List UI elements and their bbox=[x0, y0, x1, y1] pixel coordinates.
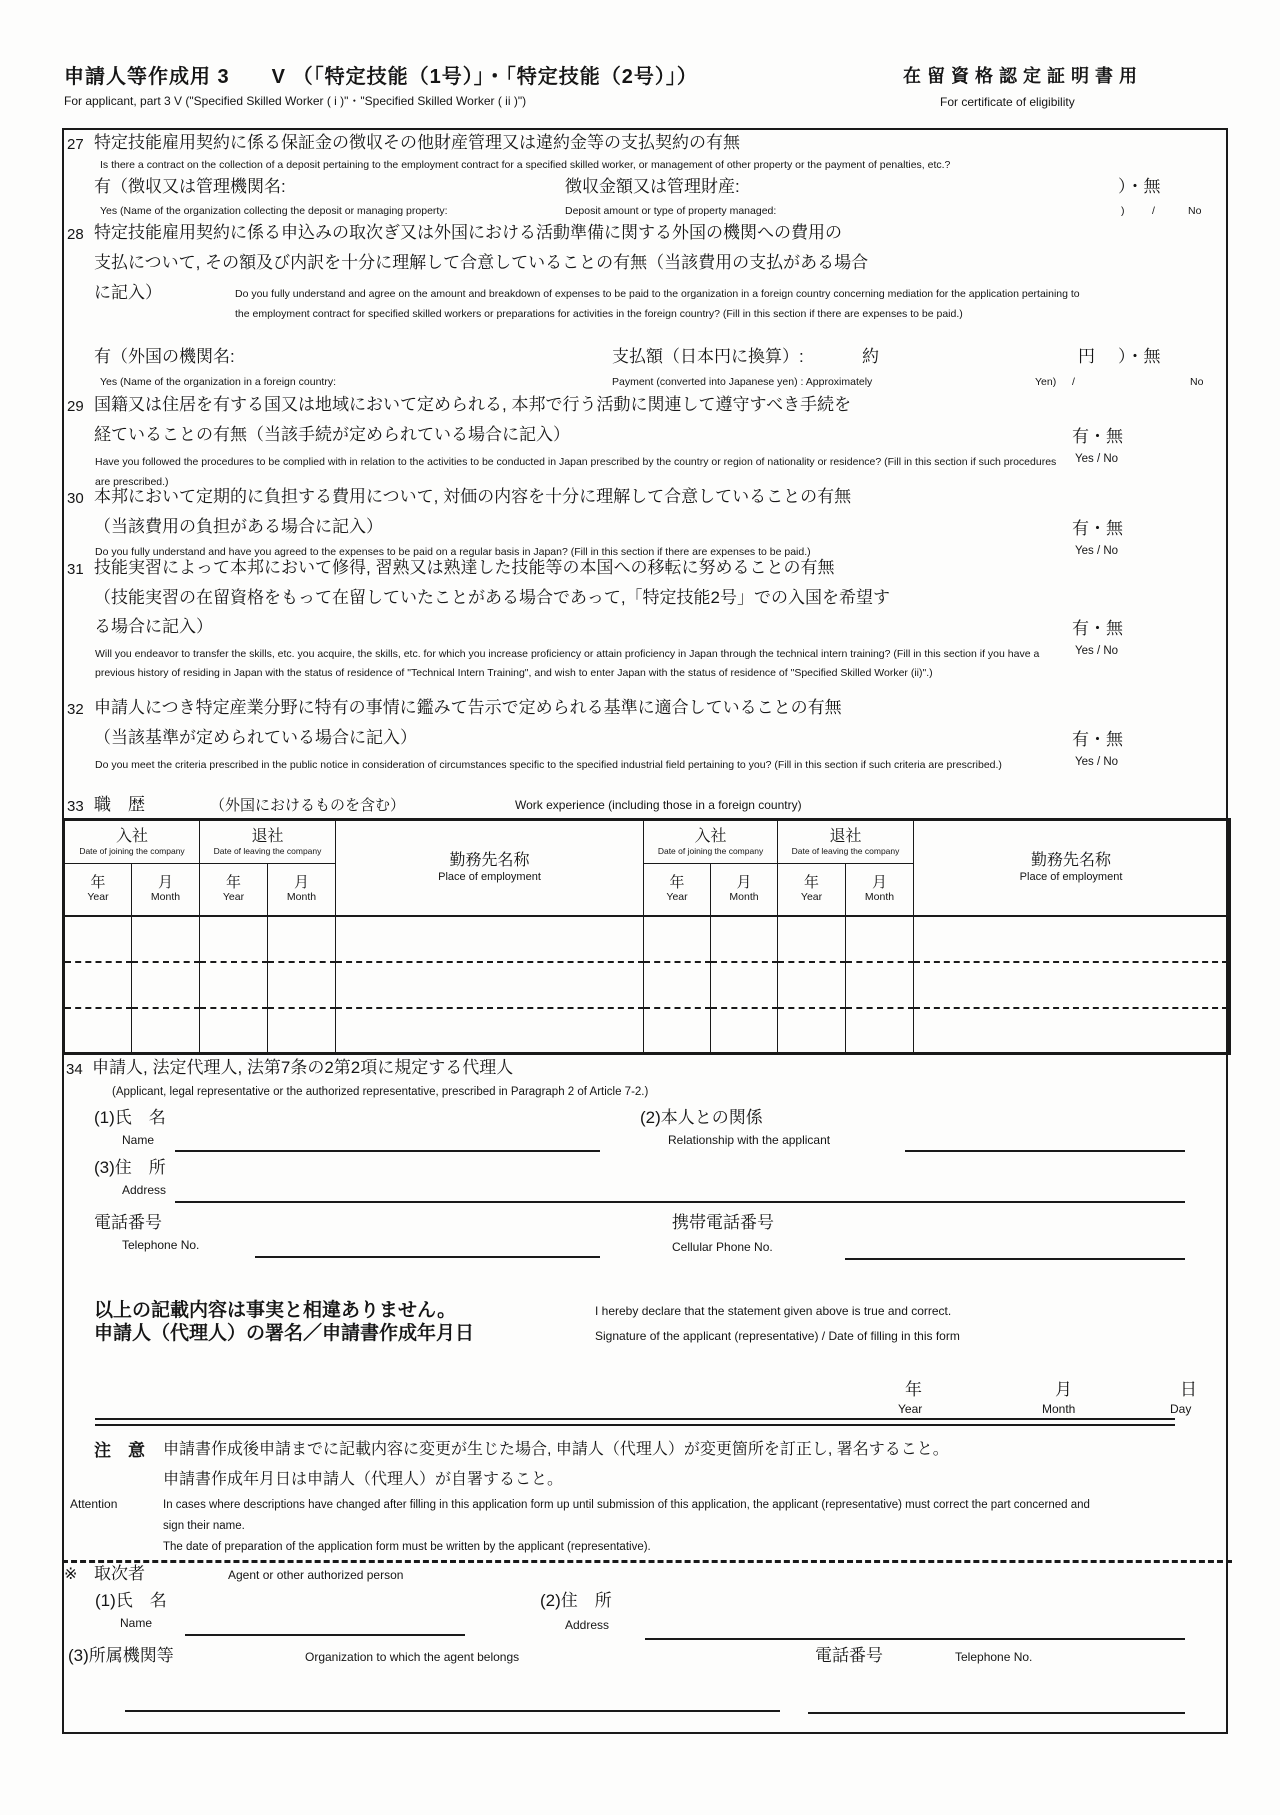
year-label-en: Year bbox=[87, 891, 109, 904]
year-header bbox=[644, 864, 711, 916]
q28-yes-label-jp: 有（外国の機関名: bbox=[94, 347, 235, 366]
agent-telephone-label-en: Telephone No. bbox=[955, 1650, 1033, 1664]
declaration-en-line1: I hereby declare that the statement given above is true and correct. bbox=[595, 1304, 952, 1318]
work-cell bbox=[132, 962, 200, 1008]
leave-header-left bbox=[200, 820, 336, 864]
q34-telephone-label-en: Telephone No. bbox=[122, 1238, 200, 1252]
q32-yesno-jp: 有・無 bbox=[1072, 730, 1123, 749]
work-cell bbox=[711, 962, 778, 1008]
signature-date-line bbox=[95, 1418, 1175, 1426]
q34-address-fill-line bbox=[175, 1201, 1185, 1203]
work-cell bbox=[200, 1008, 268, 1054]
q30-yesno-jp: 有・無 bbox=[1072, 519, 1123, 538]
form-purpose-en: For certificate of eligibility bbox=[940, 95, 1075, 109]
work-cell bbox=[778, 916, 846, 962]
signature-month-label-jp: 月 bbox=[1055, 1380, 1072, 1399]
q34-relationship-label-en: Relationship with the applicant bbox=[668, 1133, 831, 1147]
agent-address-fill-line bbox=[645, 1638, 1185, 1640]
q33-title-en: Work experience (including those in a foreign country) bbox=[515, 798, 802, 812]
q32-yesno-en: Yes / No bbox=[1075, 756, 1119, 768]
work-cell bbox=[268, 916, 336, 962]
q27-question-jp: 特定技能雇用契約に係る保証金の徴収その他財産管理又は違約金等の支払契約の有無 bbox=[94, 133, 740, 152]
join-header-right bbox=[644, 820, 778, 864]
q28-no-label-jp: ）・無 bbox=[1118, 347, 1161, 366]
q28-no-label-en: No bbox=[1190, 376, 1204, 388]
month-header bbox=[132, 864, 200, 916]
place-label-en: Place of employment bbox=[438, 871, 541, 884]
place-label-jp: 勤務先名称 bbox=[449, 852, 530, 869]
year-label-jp: 年 bbox=[225, 873, 241, 891]
leave-label-jp: 退社 bbox=[829, 828, 862, 846]
year-header bbox=[64, 864, 132, 916]
work-cell bbox=[64, 916, 132, 962]
month-label-jp: 月 bbox=[294, 873, 310, 891]
work-cell bbox=[846, 916, 914, 962]
work-cell bbox=[336, 1008, 644, 1054]
q34-title-en: (Applicant, legal representative or the authorized representative, prescribed in Paragraph 2 of Article 7-2.) bbox=[112, 1086, 649, 1098]
q27-no-label-en: No bbox=[1188, 205, 1202, 217]
q34-address-label-jp: (3)住 所 bbox=[94, 1158, 166, 1177]
join-label-en: Date of joining the company bbox=[657, 845, 764, 856]
work-cell bbox=[200, 916, 268, 962]
agent-telephone-fill-line bbox=[808, 1712, 1185, 1714]
join-label-jp: 入社 bbox=[115, 828, 148, 846]
q27-deposit-label-jp: 徴収金額又は管理財産: bbox=[565, 177, 740, 196]
work-cell bbox=[200, 962, 268, 1008]
month-label-jp: 月 bbox=[736, 873, 752, 891]
join-label-jp: 入社 bbox=[694, 828, 727, 846]
year-label-jp: 年 bbox=[804, 873, 820, 891]
attention-en-line1: In cases where descriptions have changed after filling in this application form up until submission of this application, the applicant (representative) must correct the part concerned and sign their name. bbox=[163, 1499, 1090, 1532]
work-cell bbox=[711, 916, 778, 962]
year-label-en: Year bbox=[666, 891, 688, 904]
agent-reference-mark: ※ bbox=[64, 1566, 78, 1583]
q29-number: 29 bbox=[67, 398, 84, 415]
signature-month-label-en: Month bbox=[1042, 1402, 1076, 1416]
q30-number: 30 bbox=[67, 490, 84, 507]
attention-en-line2: The date of preparation of the application form must be written by the applicant (representative). bbox=[163, 1541, 651, 1553]
signature-day-label-en: Day bbox=[1170, 1402, 1192, 1416]
year-label-en: Year bbox=[800, 891, 823, 904]
q28-yen-label-en: Yen) bbox=[1035, 376, 1057, 388]
declaration-jp-line1: 以上の記載内容は事実と相違ありません。 bbox=[94, 1300, 457, 1321]
work-cell bbox=[644, 1008, 711, 1054]
signature-day-label-jp: 日 bbox=[1180, 1380, 1197, 1399]
agent-telephone-label-jp: 電話番号 bbox=[815, 1646, 883, 1665]
q27-yes-label-en: Yes (Name of the organization collecting the deposit or managing property: bbox=[100, 205, 448, 217]
q31-question-en: Will you endeavor to transfer the skills, etc. you acquire, the skills, etc. for which you increase proficiency or attain proficiency in Japan through the technical intern training? (Fill in this section if you have a previous history of residing in Japan with the status of residence of "Technical Intern Training", and wish to enter Japan with the status of residence of "Specified Skilled Worker (ii)".) bbox=[95, 648, 1040, 679]
q31-question-jp-line2: （技能実習の在留資格をもって在留していたことがある場合であって,「特定技能2号」での入国を希望す bbox=[94, 588, 891, 607]
q31-yesno-jp: 有・無 bbox=[1072, 619, 1123, 638]
agent-name-label-jp: (1)氏 名 bbox=[95, 1591, 167, 1610]
year-header bbox=[778, 864, 846, 916]
q33-title-jp: 職 歴 bbox=[94, 795, 145, 814]
signature-year-label-jp: 年 bbox=[905, 1380, 922, 1399]
work-cell bbox=[64, 1008, 132, 1054]
month-header bbox=[268, 864, 336, 916]
q32-question-en: Do you meet the criteria prescribed in the public notice in consideration of circumstances specific to the specified industrial field pertaining to you? (Fill in this section if such criteria are prescribed.) bbox=[95, 759, 1002, 771]
work-cell bbox=[914, 962, 1230, 1008]
q33-number: 33 bbox=[67, 798, 84, 815]
q28-approx-label-jp: 約 bbox=[862, 347, 879, 366]
place-label-en: Place of employment bbox=[1019, 871, 1123, 884]
q27-question-en: Is there a contract on the collection of a deposit pertaining to the employment contract for a specified skilled worker, or management of other property or the payment of penalties, etc.? bbox=[100, 159, 951, 171]
work-history-row bbox=[64, 916, 1230, 962]
q34-name-fill-line bbox=[175, 1150, 600, 1152]
attention-jp-line2: 申請書作成年月日は申請人（代理人）が自署すること。 bbox=[163, 1471, 564, 1488]
q29-question-en: Have you followed the procedures to be complied with in relation to the activities to be conducted in Japan prescribed by the country or region of nationality or residence? (Fill in this section if such procedures are prescribed.) bbox=[95, 456, 1057, 488]
work-cell bbox=[268, 1008, 336, 1054]
leave-label-en: Date of leaving the company bbox=[791, 845, 900, 856]
year-label-en: Year bbox=[222, 891, 245, 904]
work-cell bbox=[778, 1008, 846, 1054]
attention-label-en: Attention bbox=[70, 1497, 118, 1511]
leave-label-en: Date of leaving the company bbox=[213, 845, 322, 856]
q28-question-jp-line3: に記入） bbox=[94, 283, 162, 302]
q34-number: 34 bbox=[66, 1061, 83, 1078]
q34-cellular-fill-line bbox=[845, 1258, 1185, 1260]
q27-yes-label-jp: 有（徴収又は管理機関名: bbox=[94, 177, 286, 196]
declaration-jp-line2: 申請人（代理人）の署名／申請書作成年月日 bbox=[94, 1323, 475, 1344]
work-cell bbox=[64, 962, 132, 1008]
agent-label-en: Agent or other authorized person bbox=[228, 1568, 404, 1582]
month-label-en: Month bbox=[864, 891, 895, 904]
agent-address-label-en: Address bbox=[565, 1618, 610, 1632]
q34-name-label-jp: (1)氏 名 bbox=[94, 1108, 166, 1127]
agent-label-jp: 取次者 bbox=[94, 1564, 145, 1583]
q28-slash-en: / bbox=[1072, 376, 1075, 388]
place-header-left bbox=[336, 820, 644, 916]
q28-question-jp-line2: 支払について, その額及び内訳を十分に理解して合意していることの有無（当該費用の支払がある場合 bbox=[94, 253, 869, 272]
work-cell bbox=[644, 962, 711, 1008]
month-label-en: Month bbox=[150, 891, 181, 904]
month-label-en: Month bbox=[729, 891, 759, 904]
q28-payment-label-jp: 支払額（日本円に換算）: bbox=[612, 347, 804, 366]
q30-yesno-en: Yes / No bbox=[1075, 545, 1119, 557]
q33-note-jp: （外国におけるものを含む） bbox=[210, 797, 406, 814]
q27-number: 27 bbox=[67, 136, 84, 153]
place-label-jp: 勤務先名称 bbox=[1031, 852, 1112, 869]
work-history-row bbox=[64, 1008, 1230, 1054]
work-cell bbox=[644, 916, 711, 962]
work-cell bbox=[914, 916, 1230, 962]
q31-number: 31 bbox=[67, 561, 84, 578]
q31-question-jp-line3: る場合に記入） bbox=[94, 617, 213, 636]
join-label-en: Date of joining the company bbox=[79, 845, 185, 856]
year-label-jp: 年 bbox=[669, 873, 685, 891]
join-header-left bbox=[64, 820, 200, 864]
month-label-jp: 月 bbox=[157, 873, 173, 891]
attention-label-jp: 注 意 bbox=[94, 1441, 145, 1460]
q28-yen-label-jp: 円 bbox=[1078, 347, 1095, 366]
q29-yesno-en: Yes / No bbox=[1075, 453, 1119, 465]
form-title-en: For applicant, part 3 V ("Specified Skilled Worker ( i )"・"Specified Skilled Worker ( ii )") bbox=[64, 94, 527, 108]
leave-label-jp: 退社 bbox=[251, 828, 284, 846]
q28-question-jp-line1: 特定技能雇用契約に係る申込みの取次ぎ又は外国における活動準備に関する外国の機関への費用の bbox=[94, 223, 842, 242]
q31-question-jp-line1: 技能実習によって本邦において修得, 習熟又は熟達した技能等の本国への移転に努めることの有無 bbox=[94, 558, 835, 577]
work-cell bbox=[336, 962, 644, 1008]
q27-no-label-jp: ）・無 bbox=[1118, 177, 1161, 196]
work-cell bbox=[132, 1008, 200, 1054]
attention-jp-line1: 申請書作成後申請までに記載内容に変更が生じた場合, 申請人（代理人）が変更箇所を訂正し, 署名すること。 bbox=[163, 1441, 949, 1458]
agent-section-separator bbox=[62, 1560, 1232, 1563]
month-label-en: Month bbox=[286, 891, 317, 904]
q29-yesno-jp: 有・無 bbox=[1072, 427, 1123, 446]
work-experience-table bbox=[62, 818, 1231, 1055]
work-history-row bbox=[64, 962, 1230, 1008]
agent-name-fill-line bbox=[185, 1634, 465, 1636]
agent-organization-label-jp: (3)所属機関等 bbox=[68, 1646, 174, 1665]
q34-relationship-fill-line bbox=[905, 1150, 1185, 1152]
work-cell bbox=[846, 962, 914, 1008]
year-header bbox=[200, 864, 268, 916]
leave-header-right bbox=[778, 820, 914, 864]
q27-slash-en: / bbox=[1152, 205, 1155, 217]
place-header-right bbox=[914, 820, 1230, 916]
q27-paren-en: ) bbox=[1121, 205, 1125, 217]
q34-relationship-label-jp: (2)本人との関係 bbox=[640, 1108, 763, 1127]
form-purpose-jp: 在留資格認定証明書用 bbox=[903, 66, 1143, 86]
agent-organization-label-en: Organization to which the agent belongs bbox=[305, 1650, 520, 1664]
year-label-jp: 年 bbox=[90, 873, 106, 891]
work-cell bbox=[336, 916, 644, 962]
q34-telephone-fill-line bbox=[255, 1256, 600, 1258]
q34-title-jp: 申請人, 法定代理人, 法第7条の2第2項に規定する代理人 bbox=[92, 1058, 514, 1077]
q30-question-jp-line2: （当該費用の負担がある場合に記入） bbox=[94, 517, 383, 536]
q34-cellular-label-jp: 携帯電話番号 bbox=[672, 1213, 774, 1232]
work-cell bbox=[846, 1008, 914, 1054]
work-cell bbox=[914, 1008, 1230, 1054]
q29-question-jp-line2: 経ていることの有無（当該手続が定められている場合に記入） bbox=[94, 425, 570, 444]
declaration-en-line2: Signature of the applicant (representative) / Date of filling in this form bbox=[595, 1329, 960, 1343]
agent-organization-fill-line bbox=[125, 1710, 780, 1712]
q32-question-jp-line2: （当該基準が定められている場合に記入） bbox=[94, 728, 417, 747]
work-cell bbox=[268, 962, 336, 1008]
month-label-jp: 月 bbox=[872, 873, 888, 891]
signature-year-label-en: Year bbox=[898, 1402, 923, 1416]
q28-yes-label-en: Yes (Name of the organization in a foreign country: bbox=[100, 376, 336, 388]
q32-question-jp-line1: 申請人につき特定産業分野に特有の事情に鑑みて告示で定められる基準に適合していることの有無 bbox=[94, 698, 842, 717]
q34-address-label-en: Address bbox=[122, 1183, 167, 1197]
q34-telephone-label-jp: 電話番号 bbox=[94, 1213, 162, 1232]
q28-payment-label-en: Payment (converted into Japanese yen) : Approximately bbox=[612, 376, 873, 388]
q28-number: 28 bbox=[67, 226, 84, 243]
q34-cellular-label-en: Cellular Phone No. bbox=[672, 1240, 773, 1254]
q32-number: 32 bbox=[67, 701, 84, 718]
agent-name-label-en: Name bbox=[120, 1616, 153, 1630]
q30-question-jp-line1: 本邦において定期的に負担する費用について, 対価の内容を十分に理解して合意していることの有無 bbox=[94, 487, 852, 506]
month-header bbox=[711, 864, 778, 916]
form-title-jp: 申請人等作成用 3 V （「特定技能（1号）」・「特定技能（2号）」） bbox=[64, 66, 698, 88]
agent-address-label-jp: (2)住 所 bbox=[540, 1591, 612, 1610]
work-cell bbox=[778, 962, 846, 1008]
q29-question-jp-line1: 国籍又は住居を有する国又は地域において定められる, 本邦で行う活動に関連して遵守すべき手続を bbox=[94, 395, 852, 414]
q28-question-en: Do you fully understand and agree on the amount and breakdown of expenses to be paid to the organization in a foreign country concerning mediation for the application pertaining to the employment contract for specified skilled workers or preparations for activities in the foreign country? (Fill in this section if there are expenses to be paid.) bbox=[235, 288, 1080, 320]
q31-yesno-en: Yes / No bbox=[1075, 645, 1119, 657]
month-header bbox=[846, 864, 914, 916]
q27-deposit-label-en: Deposit amount or type of property managed: bbox=[565, 205, 777, 217]
q34-name-label-en: Name bbox=[122, 1133, 155, 1147]
work-cell bbox=[132, 916, 200, 962]
work-cell bbox=[711, 1008, 778, 1054]
q30-question-en: Do you fully understand and have you agreed to the expenses to be paid on a regular basis in Japan? (Fill in this section if there are expenses to be paid.) bbox=[95, 546, 811, 558]
